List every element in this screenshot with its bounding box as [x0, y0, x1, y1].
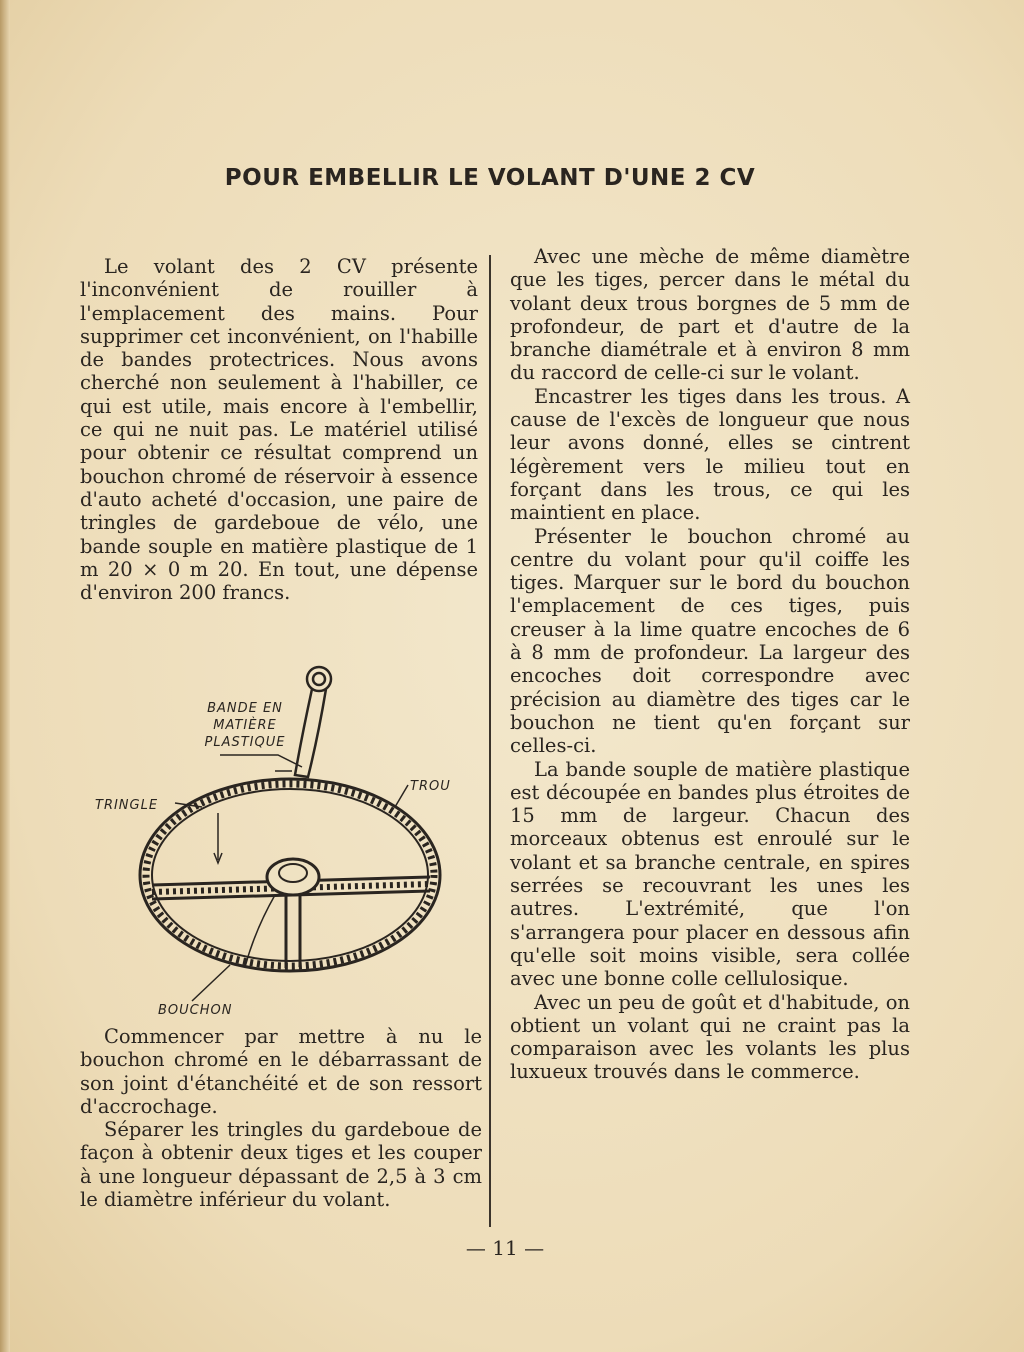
- right-column: [510, 245, 910, 1084]
- paragraph: Séparer les tringles du gardeboue de façon à obtenir deux tiges et les couper à une longueur dépassant de 2,5 à 3 cm le diamètre inférieur du volant.: [80, 1118, 482, 1212]
- page-title: POUR EMBELLIR LE VOLANT D'UNE 2 CV: [224, 165, 756, 191]
- paragraph: Encastrer les tiges dans les trous. A cause de l'excès de longueur que nous leur avons donné, elles se cintrent légèrement vers le milieu tout en forçant dans les trous, ce qui les maintient en place.: [510, 384, 910, 525]
- paragraph: Avec un peu de goût et d'habitude, on obtient un volant qui ne craint pas la comparaison avec les volants les plus luxueux trouvés dans le commerce.: [510, 990, 910, 1084]
- page-number: — 11 —: [465, 1236, 545, 1260]
- left-column-top: [80, 255, 478, 604]
- chrome-cap: [267, 859, 319, 895]
- paragraph: La bande souple de matière plastique est découpée en bandes plus étroites de 15 mm de largeur. Chacun des morceaux obtenus est enroulé sur le volant et sa branche centrale, en spires serrées se recouvrant les unes les autres. L'extrémité, que l'on s'arrangera pour placer en dessous afin qu'elle soit moins visible, sera collée avec une bonne colle cellulosique.: [510, 757, 910, 991]
- steering-wheel-illustration: [90, 655, 470, 1025]
- label-hole: TROU: [410, 779, 451, 794]
- left-column-bottom: [80, 1025, 482, 1211]
- page-edge-shadow: [0, 0, 10, 1352]
- column-divider: [489, 255, 491, 1227]
- label-plastic-band: BANDE EN MATIÈRE PLASTIQUE: [204, 701, 286, 750]
- paragraph: Présenter le bouchon chromé au centre du volant pour qu'il coiffe les tiges. Marquer sur le bord du bouchon l'emplacement de ces tiges, puis creuser à la lime quatre encoches de 6 à 8 mm de profondeur. La largeur des encoches doit correspondre avec précision au diamètre des tiges car le bouchon ne tient qu'en forçant sur celles-ci.: [510, 524, 910, 758]
- paragraph: Commencer par mettre à nu le bouchon chromé en le débarrassant de son joint d'étanchéité et de son ressort d'accrochage.: [80, 1025, 482, 1118]
- paragraph: Le volant des 2 CV présente l'inconvénient de rouiller à l'emplacement des mains. Pour supprimer cet inconvénient, on l'habille de bandes protectrices. Nous avons cherché non seulement à l'habiller, ce qui est utile, mais encore à l'embellir, ce qui ne nuit pas. Le matériel utilisé pour obtenir ce résultat comprend un bouchon chromé de réservoir à essence d'auto acheté d'occasion, une paire de tringles de gardeboue de vélo, une bande souple en matière plastique de 1 m 20 × 0 m 20. En tout, une dépense d'environ 200 francs.: [80, 255, 478, 605]
- paragraph: Avec une mèche de même diamètre que les tiges, percer dans le métal du volant deux trous borgnes de 5 mm de profondeur, de part et d'autre de la branche diamétrale et à environ 8 mm du raccord de celle-ci sur le volant.: [510, 245, 910, 385]
- label-rod: TRINGLE: [95, 798, 159, 813]
- label-cap: BOUCHON: [158, 1003, 233, 1018]
